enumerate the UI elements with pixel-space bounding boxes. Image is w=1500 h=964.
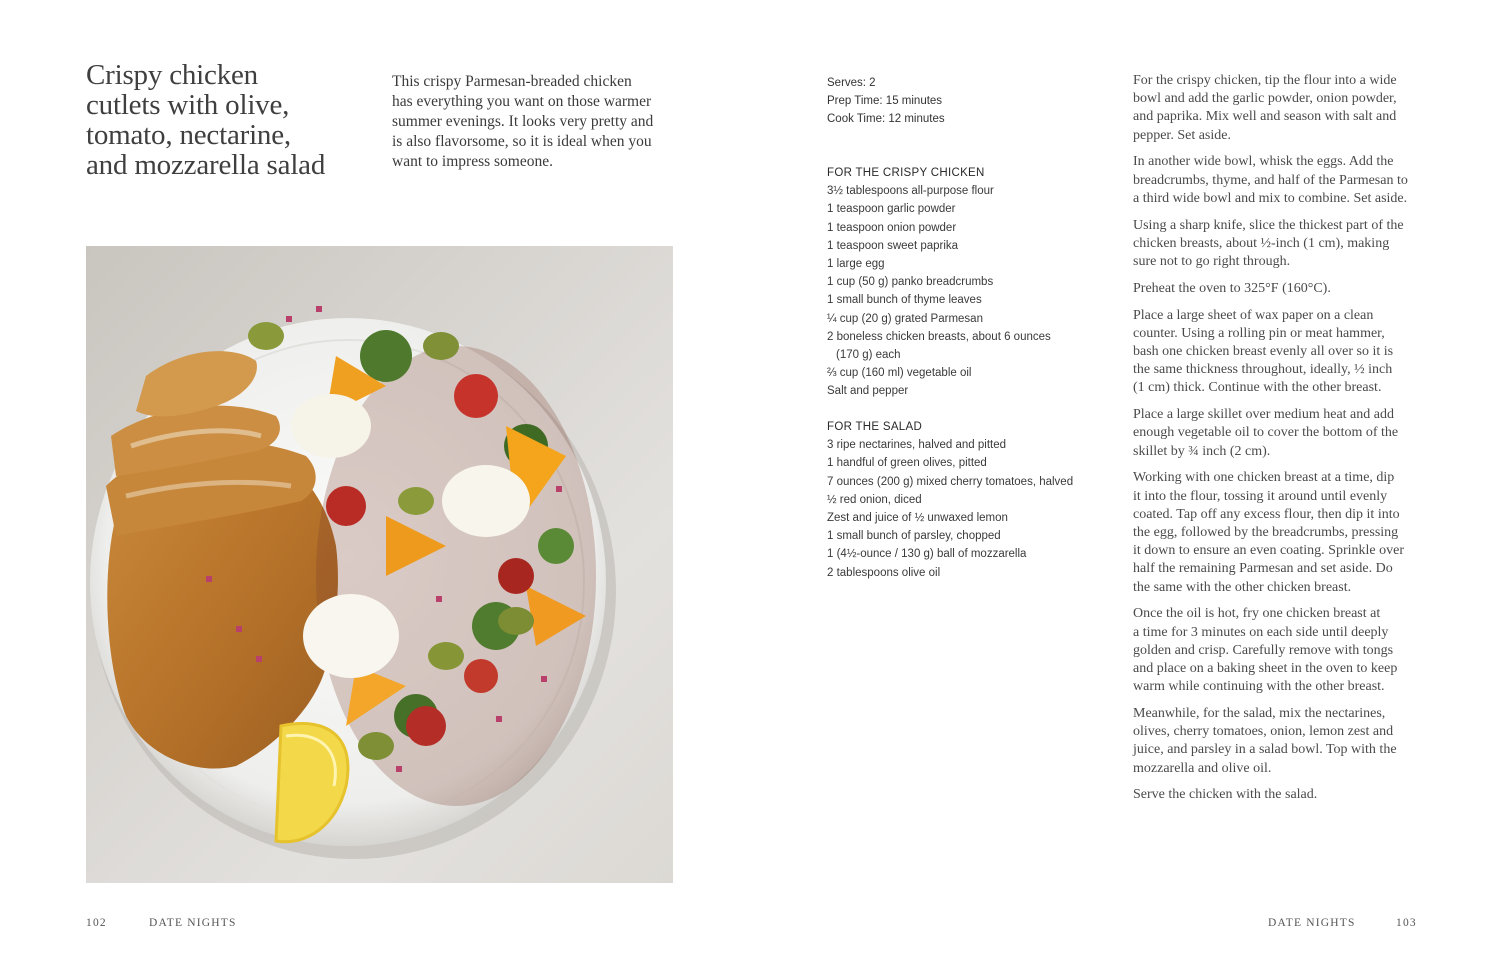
ingredient-item: 3 ripe nectarines, halved and pitted (827, 439, 1007, 452)
method-line: skillet by ¾ inch (2 cm). (1133, 443, 1271, 459)
method-line: bowl and add the garlic powder, onion powder, (1133, 91, 1397, 107)
intro-line: has everything you want on those warmer (392, 93, 652, 110)
method-step (1133, 280, 1423, 298)
ingredient-item: ¼ cup (20 g) grated Parmesan (827, 312, 983, 325)
method-line: Place a large skillet over medium heat and add (1133, 407, 1394, 423)
ingredient-item: 1 (4½-ounce / 130 g) ball of mozzarella (827, 548, 1027, 561)
method-step (1133, 406, 1423, 461)
method-line: a third wide bowl and mix to combine. Set aside. (1133, 190, 1408, 206)
method-line: (1 cm) thick. Continue with the other breast. (1133, 380, 1382, 396)
title-line: and mozzarella salad (86, 149, 326, 181)
intro-line: This crispy Parmesan-breaded chicken (392, 73, 632, 90)
method-line: chicken breasts, about ½-inch (1 cm), making (1133, 235, 1390, 251)
recipe-meta (827, 74, 945, 128)
method-line: the same with the other chicken breast. (1133, 579, 1352, 595)
method-line: it into the flour, tossing it around until evenly (1133, 488, 1388, 504)
ingredient-item: Salt and pepper (827, 385, 909, 398)
ingredient-item: 2 tablespoons olive oil (827, 566, 941, 579)
page-number-left: 102 (86, 917, 107, 929)
cook-time: Cook Time: 12 minutes (827, 113, 945, 125)
ingredient-item: ⅔ cup (160 ml) vegetable oil (827, 367, 972, 380)
method-step (1133, 217, 1423, 272)
method-line: In another wide bowl, whisk the eggs. Add the (1133, 154, 1394, 170)
method-line: Using a sharp knife, slice the thickest part of the (1133, 217, 1404, 233)
method-step (1133, 786, 1423, 804)
method-line: golden and crisp. Carefully remove with tongs (1133, 642, 1394, 658)
serves: Serves: 2 (827, 77, 876, 89)
method-line: Working with one chicken breast at a time, dip (1133, 470, 1395, 486)
method-line: enough vegetable oil to cover the bottom of the (1133, 425, 1399, 441)
method-line: and paprika. Mix well and season with salt and (1133, 109, 1397, 125)
intro-line: summer evenings. It looks very pretty and (392, 113, 654, 130)
method-line: Place a large sheet of wax paper on a clean (1133, 307, 1374, 323)
method-line: pepper. Set aside. (1133, 127, 1231, 143)
method-line: it down to ensure an even coating. Sprinkle over (1133, 543, 1404, 559)
ingredient-item: 1 small bunch of thyme leaves (827, 294, 982, 307)
page-number-right: 103 (1396, 917, 1417, 929)
intro-line: is also flavorsome, so it is ideal when you (392, 133, 652, 150)
method-step (1133, 705, 1423, 778)
method-line: and place on a baking sheet in the oven to keep (1133, 661, 1398, 677)
prep-time: Prep Time: 15 minutes (827, 95, 943, 107)
dish-photo (86, 246, 673, 883)
method-line: the egg, followed by the breadcrumbs, pressing (1133, 525, 1399, 541)
method-line: counter. Using a rolling pin or meat hammer, (1133, 325, 1385, 341)
method-line: Preheat the oven to 325°F (160°C). (1133, 280, 1331, 296)
method-line: warm while continuing with the other breast. (1133, 679, 1385, 695)
section-label-left: DATE NIGHTS (149, 917, 237, 929)
recipe-title (86, 60, 356, 180)
title-line: Crispy chicken (86, 59, 258, 91)
method-line: the same thickness throughout, ideally, ½ inch (1133, 362, 1393, 378)
ingredient-item: 1 large egg (827, 258, 885, 271)
ingredients-heading: FOR THE CRISPY CHICKEN (827, 167, 985, 179)
chicken-ingredients (827, 164, 1051, 401)
dish-illustration (86, 246, 673, 883)
ingredient-item: 1 handful of green olives, pitted (827, 457, 987, 470)
method-line: half the remaining Parmesan and set aside. Do (1133, 561, 1393, 577)
ingredient-item: 7 ounces (200 g) mixed cherry tomatoes, halved (827, 475, 1074, 488)
method-line: Serve the chicken with the salad. (1133, 787, 1318, 803)
method-step (1133, 605, 1423, 696)
method-line: breadcrumbs, thyme, and half of the Parmesan to (1133, 172, 1408, 188)
ingredient-item: 2 boneless chicken breasts, about 6 ounces (827, 330, 1051, 343)
title-line: tomato, nectarine, (86, 119, 291, 151)
method-line: bash one chicken breast evenly all over so it is (1133, 344, 1394, 360)
method-steps (1133, 72, 1423, 813)
ingredient-item: Zest and juice of ½ unwaxed lemon (827, 512, 1008, 525)
method-step (1133, 153, 1423, 208)
ingredient-item: ½ red onion, diced (827, 493, 922, 506)
ingredients-heading: FOR THE SALAD (827, 421, 923, 433)
method-step (1133, 307, 1423, 398)
method-line: Once the oil is hot, fry one chicken breast at (1133, 606, 1381, 622)
method-line: olives, cherry tomatoes, onion, lemon zest and (1133, 724, 1394, 740)
ingredient-item: 1 small bunch of parsley, chopped (827, 530, 1001, 543)
ingredient-item: 3½ tablespoons all-purpose flour (827, 185, 994, 198)
ingredient-item: 1 teaspoon garlic powder (827, 203, 956, 216)
method-line: Meanwhile, for the salad, mix the nectarines, (1133, 706, 1386, 722)
ingredient-item: (170 g) each (836, 349, 901, 362)
method-line: sure not to go right through. (1133, 254, 1291, 270)
ingredient-item: 1 teaspoon onion powder (827, 221, 957, 234)
method-line: mozzarella and olive oil. (1133, 760, 1272, 776)
method-line: juice, and parsley in a salad bowl. Top with the (1133, 742, 1397, 758)
method-step (1133, 469, 1423, 596)
section-label-right: DATE NIGHTS (1268, 917, 1356, 929)
salad-ingredients (827, 418, 1073, 582)
method-line: a time for 3 minutes on each side until deeply (1133, 624, 1389, 640)
recipe-intro (392, 72, 682, 172)
intro-line: want to impress someone. (392, 153, 554, 170)
title-line: cutlets with olive, (86, 89, 290, 121)
ingredient-item: 1 teaspoon sweet paprika (827, 239, 959, 252)
method-step (1133, 72, 1423, 145)
method-line: For the crispy chicken, tip the flour into a wide (1133, 73, 1397, 88)
method-line: coated. Tap off any excess flour, then dip it into (1133, 506, 1400, 522)
ingredient-item: 1 cup (50 g) panko breadcrumbs (827, 276, 994, 289)
